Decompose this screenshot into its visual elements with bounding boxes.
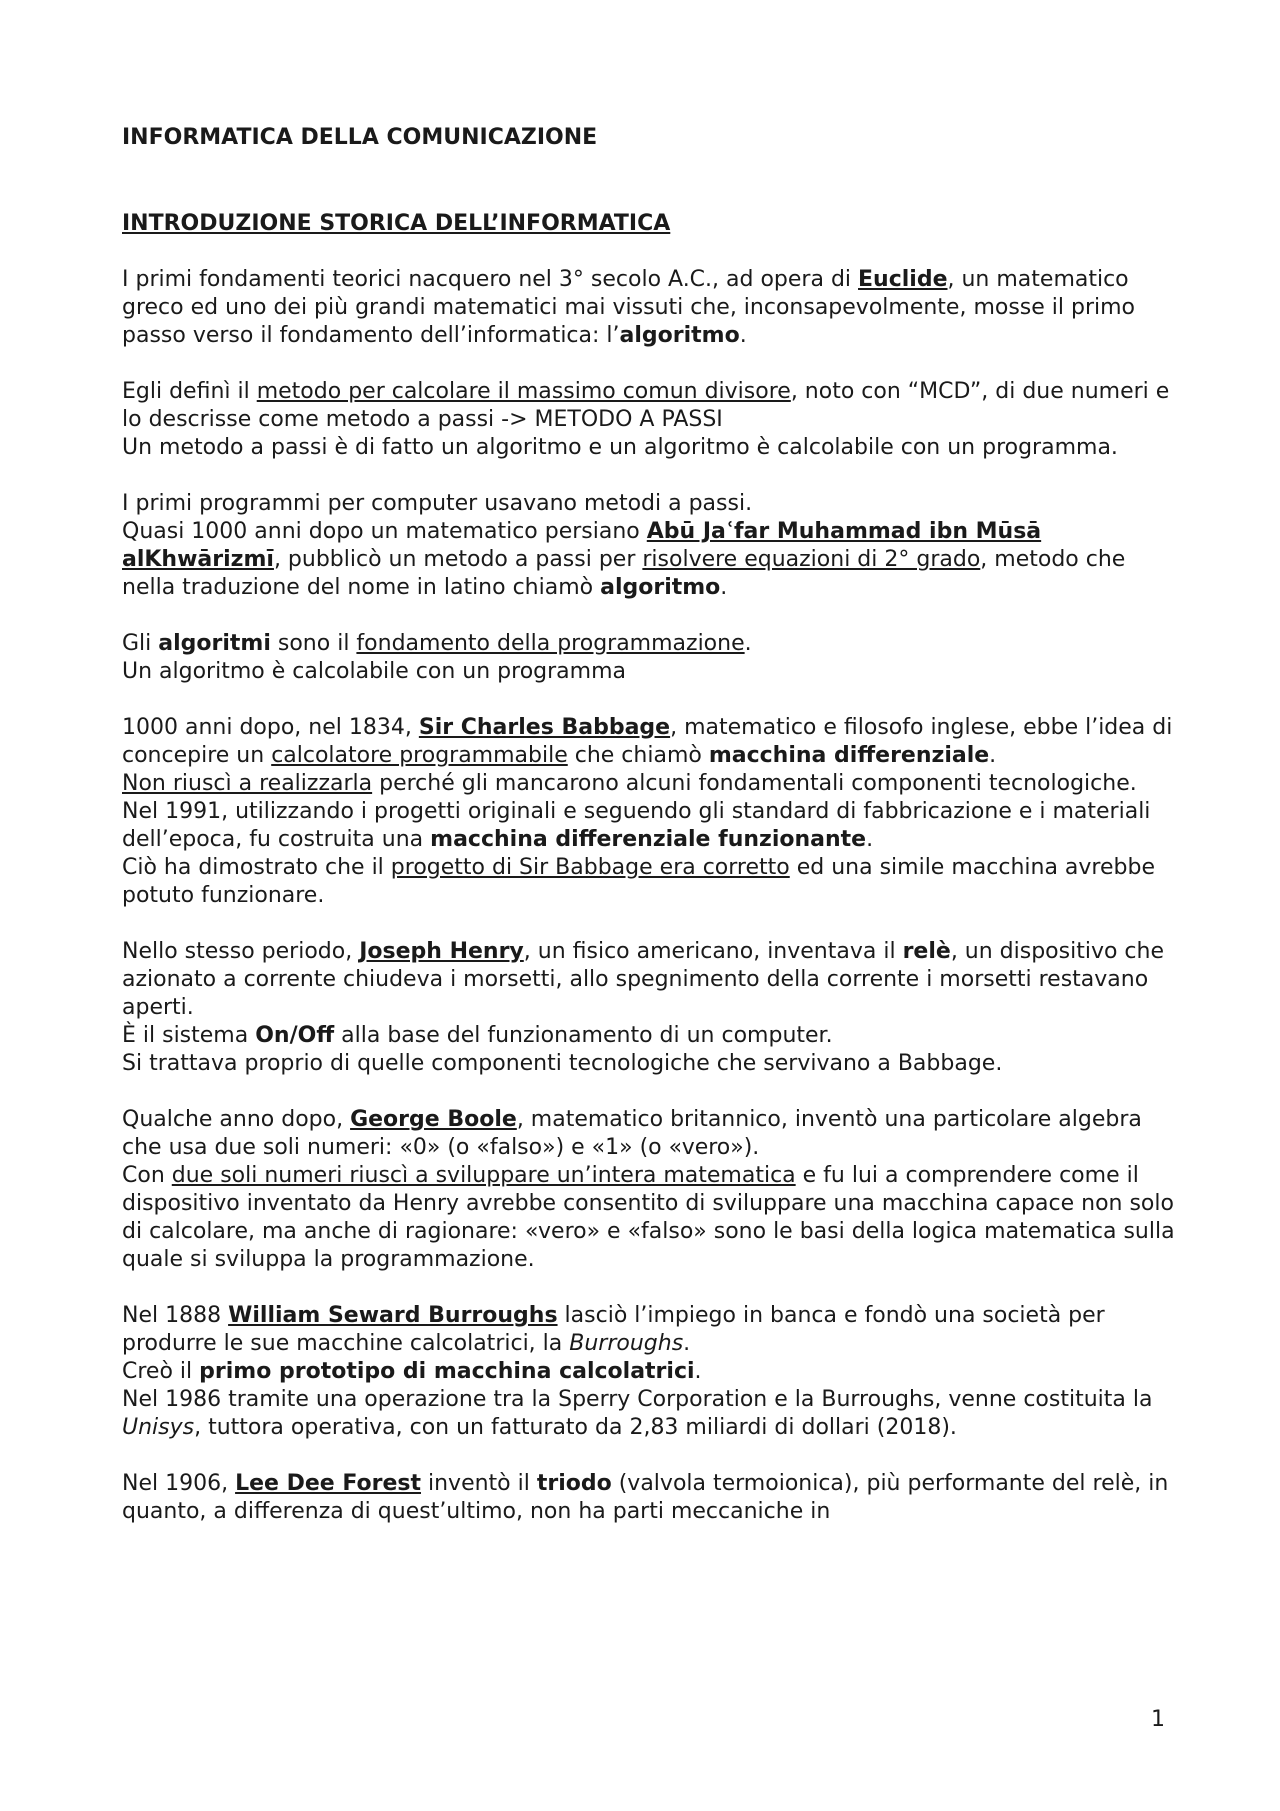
term-rele: relè	[902, 939, 951, 964]
name-babbage: Sir Charles Babbage	[418, 715, 671, 740]
paragraph-khwarizmi: I primi programmi per computer usavano metodi a passi. Quasi 1000 anni dopo un matematico persiano Abū Jaʿfar Muhammad ibn Mūsā alKhwārizmī, pubblicò un metodo a passi per risolvere equazioni di 2° grado, metodo che nella traduzione del nome in latino chiamò algoritmo.	[122, 491, 1126, 600]
paragraph-forest: Nel 1906, Lee Dee Forest inventò il triodo (valvola termoionica), più performante del relè, in quanto, a differenza di quest’ultimo, non ha parti meccaniche in	[122, 1471, 1169, 1524]
phrase-due-numeri: due soli numeri riuscì a sviluppare un’intera matematica	[171, 1163, 796, 1188]
term-algoritmi: algoritmi	[158, 631, 271, 656]
term-algoritmo-2: algoritmo	[600, 575, 721, 600]
term-prototipo: primo prototipo di macchina calcolatrici	[199, 1359, 695, 1384]
company-unisys: Unisys	[122, 1415, 195, 1440]
page-number: 1	[1151, 1707, 1165, 1732]
company-burroughs: Burroughs	[569, 1331, 684, 1356]
paragraph-euclide: I primi fondamenti teorici nacquero nel 3° secolo A.C., ad opera di Euclide, un matematico greco ed uno dei più grandi matematici mai vissuti che, inconsapevolmente, mosse il primo passo verso il fondamento dell’informatica: l’algoritmo.	[122, 267, 1136, 348]
term-macchina-differenziale: macchina differenziale	[708, 743, 990, 768]
term-triodo: triodo	[536, 1471, 612, 1496]
name-euclide: Euclide	[858, 267, 948, 292]
phrase-non-riusci: Non riuscì a realizzarla	[122, 771, 373, 796]
name-henry: Joseph Henry	[359, 939, 524, 964]
phrase-calcolatore: calcolatore programmabile	[271, 743, 568, 768]
phrase-fondamento: fondamento della programmazione	[356, 631, 745, 656]
paragraph-babbage: 1000 anni dopo, nel 1834, Sir Charles Babbage, matematico e filosofo inglese, ebbe l’idea di concepire un calcolatore programmabile che chiamò macchina differenziale. Non riuscì a realizzarla perché gli mancarono alcuni fondamentali componenti tecnologiche. Nel 1991, utilizzando i progetti originali e seguendo gli standard di fabbricazione e i materiali dell’epoca, fu costruita una macchina differenziale funzionante. Ciò ha dimostrato che il progetto di Sir Babbage era corretto ed una simile macchina avrebbe potuto funzionare.	[122, 715, 1173, 908]
paragraph-mcd: Egli definì il metodo per calcolare il massimo comun divisore, noto con “MCD”, di due numeri e lo descrisse come metodo a passi -> METODO A PASSI Un metodo a passi è di fatto un algoritmo e un algoritmo è calcolabile con un programma.	[122, 379, 1170, 460]
name-forest: Lee Dee Forest	[235, 1471, 421, 1496]
paragraph-burroughs: Nel 1888 William Seward Burroughs lasciò l’impiego in banca e fondò una società per produrre le sue macchine calcolatrici, la Burroughs. Creò il primo prototipo di macchina calcolatrici. Nel 1986 tramite una operazione tra la Sperry Corporation e la Burroughs, venne costituita la Unisys, tuttora operativa, con un fatturato da 2,83 miliardi di dollari (2018).	[122, 1303, 1153, 1440]
section-heading: INTRODUZIONE STORICA DELL’INFORMATICA	[122, 211, 671, 236]
paragraph-boole: Qualche anno dopo, George Boole, matematico britannico, inventò una particolare algebra che usa due soli numeri: «0» (o «falso») e «1» (o «vero»). Con due soli numeri riuscì a sviluppare un’intera matematica e fu lui a comprendere come il dispositivo inventato da Henry avrebbe consentito di sviluppare una macchina capace non solo di calcolare, ma anche di ragionare: «vero» e «falso» sono le basi della logica matematica sulla quale si sviluppa la programmazione.	[122, 1107, 1175, 1272]
term-algoritmo: algoritmo	[619, 323, 740, 348]
name-burroughs: William Seward Burroughs	[228, 1303, 558, 1328]
phrase-progetto-corretto: progetto di Sir Babbage era corretto	[390, 855, 790, 880]
term-macchina-funzionante: macchina differenziale funzionante	[430, 827, 867, 852]
phrase-metodo-mcd: metodo per calcolare il massimo comun divisore	[256, 379, 791, 404]
name-boole: George Boole	[350, 1107, 517, 1132]
document-body	[122, 124, 1182, 1554]
paragraph-algoritmi: Gli algoritmi sono il fondamento della programmazione. Un algoritmo è calcolabile con un programma	[122, 631, 752, 684]
term-onoff: On/Off	[255, 1023, 335, 1048]
name-khwarizmi: Abū Jaʿfar Muhammad ibn Mūsā alKhwārizmī	[122, 519, 1042, 572]
phrase-equazioni: risolvere equazioni di 2° grado	[642, 547, 981, 572]
document-title: INFORMATICA DELLA COMUNICAZIONE	[122, 125, 598, 150]
paragraph-henry: Nello stesso periodo, Joseph Henry, un fisico americano, inventava il relè, un dispositivo che azionato a corrente chiudeva i morsetti, allo spegnimento della corrente i morsetti restavano aperti. È il sistema On/Off alla base del funzionamento di un computer. Si trattava proprio di quelle componenti tecnologiche che servivano a Babbage.	[122, 939, 1165, 1076]
